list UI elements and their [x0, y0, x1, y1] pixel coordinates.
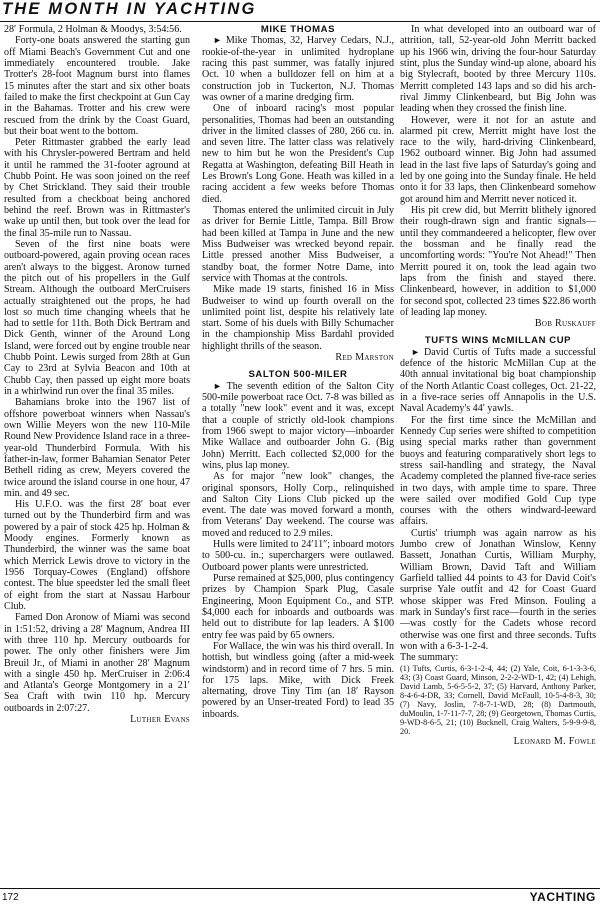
paragraph: David Curtis of Tufts made a successful defence of the historic McMillan Cup at the 40th annual invitational big boat championship of the North Atlantic Coast colleges, Oct. 21-22, in a five-race series off Annapolis in the U.S. Naval Academy's 44′ yawls.	[400, 346, 596, 415]
author-signature: Luther Evans	[130, 714, 190, 726]
page-footer	[0, 888, 600, 906]
paragraph: Famed Don Aronow of Miami was second in 1:51:52, driving a 28′ Magnum, Andrea III with three 110 hp. Mercury outboards for power. The only other finishers were Jim Breuil Jr., of Miami in another 28′ Magnum with a single 450 hp. MerCruiser in 2:06:4 and Atlanta's George Montgomery in a 21′ Sea Craft with twin 110 hp. Mercury outboards in 2:07:27.	[4, 612, 190, 714]
column-2	[202, 24, 394, 886]
paragraph: For the first time since the McMillan and Kennedy Cup series were shifted to competition using special marks rather than government buoys and featuring comparatively short legs to stress sail-handling and strategy, the Naval Academy completed the planned five-race series in two days, with ample time to spare. Three were sailed over modified Gold Cup type courses with the others windward-leeward affairs.	[400, 414, 596, 528]
paragraph: The seventh edition of the Salton City 500-mile powerboat race Oct. 7-8 was billed as a totally "new look" event and it was, except that a couple of strictly old-look champions from 1966 swept to major victory—inboarder Mike Wallace and outboarder John G. (Big John) Merritt. Each collected $2,000 for the wins, plus lap money.	[202, 380, 394, 471]
section-title: THE MONTH IN YACHTING	[2, 0, 257, 18]
paragraph: His U.F.O. was the first 28′ boat ever turned out by the Thunderbird firm and was powered by a pair of stock 425 hp. Holman & Moody engines. Formerly known as Thunderbird, the winner was the same boat which Merrick Lewis drove to victory in the 1956 Torquay-Cowes (England) offshore contest. The blue speedster led the small fleet of eight from the start at Nassau Harbour Club.	[4, 499, 190, 612]
column-1	[4, 24, 190, 886]
arrow-bullet-icon: ►	[411, 346, 425, 357]
article-heading: TUFTS WINS McMILLAN CUP	[424, 335, 572, 347]
paragraph: Mike Thomas, 32, Harvey Cedars, N.J., rookie-of-the-year in unlimited hydroplane racing this past summer, was fatally injured Oct. 10 when a bulldozer fell on him at a construction job in Tuckerton, N.J. Thomas was owner of a marine dredging firm.	[202, 35, 394, 103]
paragraph: Curtis' triumph was again narrow as his Jumbo crew of Jonathan Winslow, Kenny Bassett, Jonathan Curtis, William Murphy, William Brown, David Taft and William Garfield tallied 44 points to 43 for David Coit's surprise Yale outfit and 42 for Coast Guard whose skipper was Fred Minson. Fouling a mark in Sunday's first race—fourth in the series—was costly for the Cadets whose record otherwise was one first and three seconds. Tufts won with a 6-3-1-2-4.	[400, 527, 596, 652]
paragraph: One of inboard racing's most popular personalities, Thomas had been an outstanding driver in the limited classes of 280, 266 cu. in. and seven litre. The latter class was relatively new to him but he won the President's Cup Regatta at Washington, defeating Bill Heath in Les Brown's Long Gone. Heath was killed in a racing accident a few weeks before Thomas died.	[202, 103, 394, 205]
paragraph: Seven of the first nine boats were outboard-powered, again proving ocean races aren't always to the biggest. Aronow turned the pitch out of his propellers in the Gulf Stream. Although the outboard MerCruisers actually straightened out the props, he had lost so much time changing wheels that he had to settle for 11th. Both Dick Bertram and Dick Genth, winner of the Around Long Island, were forced out by engine trouble near Chubb Point. Lewis surged from 28th at Gun Cay to 23rd at Sylvia Beacon and 10th at Chubb Cay, then passed up eight more boats in a whirlwind run over the final 35 miles.	[4, 238, 190, 397]
author-signature: Leonard M. Fowle	[513, 735, 596, 747]
paragraph: His pit crew did, but Merritt blithely ignored their rough-drawn sign and frantic signals—until they commandeered a helicopter, flew over the bossman and he finally read the uncomforting words: "You're Not Ahead!" Then Merritt poured it on, took the lead again two laps from the finish and stayed there. Clinkenbeard, however, in addition to $1,000 for second spot, collected 23 times $22.86 worth of leading lap money.	[400, 205, 596, 318]
article-heading: MIKE THOMAS	[260, 24, 336, 35]
paragraph: Purse remained at $25,000, plus contingency prizes by Champion Spark Plug, Casale Engineering, Moon Equipment Co., and STP. $4,000 each for inboards and outboards was held out to distribute for lap leaders. A $100 entry fee was paid by 65 owners.	[202, 573, 394, 641]
page-header	[0, 0, 600, 22]
paragraph: Bahamians broke into the 1967 list of offshore powerboat winners when Nassau's own Willie Meyers won the new 110-Mile Round New Providence Island race in a three-year-old Thunderbird Formula. With his father-in-law, former Bahamian Senator Peter Bethell riding as crew, Meyers covered the twice around the island course in one hour, 47 min. and 49 sec.	[4, 397, 190, 499]
paragraph: Hulls were limited to 24′11″; inboard motors to 500-cu. in.; superchargers were outlawed. Outboard power plants were unrestricted.	[202, 539, 394, 573]
article-heading: SALTON 500-MILER	[248, 369, 348, 381]
magazine-name: YACHTING	[529, 890, 596, 904]
arrow-bullet-icon: ►	[213, 35, 226, 46]
paragraph: Thomas entered the unlimited circuit in July as driver for Bernie Little, Tampa. Bill Brow had been killed at Tampa in June and the new Miss Budweiser was wrecked beyond repair. Little pressed another Miss Budweiser, a standby boat, the former Notre Dame, into service with Thomas at the controls.	[202, 205, 394, 284]
paragraph: Forty-one boats answered the starting gun off Miami Beach's Government Cut and one immediately encountered trouble. Jake Trotter's 28-foot Magnum burst into flames 15 minutes after the start and six other boats failed to make the first checkpoint at Gun Cay in the Bahamas. Trotter and his crew were rescued from the drink by the Coast Guard, but their boat went to the bottom.	[4, 35, 190, 137]
author-signature: Red Marston	[335, 352, 394, 364]
race-summary: (1) Tufts, Curtis, 6-3-1-2-4, 44; (2) Yale, Coit, 6-1-3-3-6, 43; (3) Coast Guard, Minson, 2-2-2-WD-1, 42; (4) Lehigh, David Lamb, 5-6-5-5-2, 37; (5) Harvard, Anthony Parker, 8-4-6-4-DR, 33; Cornell, David McFaull, 10-5-4-8-3, 30; (7) Navy, Joslin, 7-8-7-1-WD, 28; (8) Dartmouth, duMoulin, 1-7-11-7-7, 28; (9) Georgetown, Thomas Curtis, 9-WD-8-6-5, 21; (10) Bucknell, Craig Walters, 5-9-9-9-8, 20.	[400, 663, 596, 736]
paragraph: Mike made 19 starts, finished 16 in Miss Budweiser to wind up fourth overall on the unlimited point list, despite his relatively late start. Some of his duels with Billy Schumacher in the championship Miss Bardahl provided highlight thrills of the season.	[202, 284, 394, 352]
paragraph: In what developed into an outboard war of attrition, tall, 52-year-old John Merritt backed up his 1966 win, driving the four-hour Saturday stint, plus the Sunday wind-up alone, aboard his big Stylecraft, booted by three Mercury 110s. Merritt completed 143 laps and so did his arch-rival Jimmy Clinkenbeard, but Big John was leading when they crossed the finish line.	[400, 24, 596, 115]
paragraph: Peter Rittmaster grabbed the early lead with his Chrysler-powered Bertram and held it until he rammed the 31-footer aground at Chubb Point. He was soon joined on the reef by Chet Strickland. They said their trouble resulted from a checkboat being anchored behind the reef. Brown was in Rittmaster's wake up until then, but took over the lead for the final 35-mile run to Nassau.	[4, 137, 190, 239]
page-number: 172	[2, 892, 19, 903]
column-3	[400, 24, 596, 886]
arrow-bullet-icon: ►	[213, 380, 227, 391]
author-signature: Bob Ruskauff	[534, 318, 596, 330]
paragraph: For Wallace, the win was his third overall. In hottish, but windless going (after a mid-week windstorm) and in record time of 7 hrs. 5 min. for 175 laps. Mike, with Dick Freek alternating, drove Tiny Tim (an 18′ Rayson powered by an Unser-treated Ford) to lead 35 inboards.	[202, 640, 394, 720]
paragraph: As for major "new look" changes, the original sponsors, Holly Corp., relinquished and Salton City Lions Club picked up the event. The date was moved forward a month, from Veterans' Day weekend. The course was moved and reduced to 2.9 miles.	[202, 471, 394, 539]
summary-label: The summary:	[400, 652, 459, 664]
paragraph: 28′ Formula, 2 Holman & Moodys, 3:54:56.	[4, 24, 182, 35]
paragraph: However, were it not for an astute and alarmed pit crew, Merritt might have lost the race to the wily, hard-driving Clinkenbeard, 1962 outboard winner. Big John had assumed lead in the last five laps of Saturday's going and led by one going into the Sunday finale. He held onto it for 33 laps, then Clinkenbeard somehow got around him and Merritt never noticed it.	[400, 114, 596, 205]
